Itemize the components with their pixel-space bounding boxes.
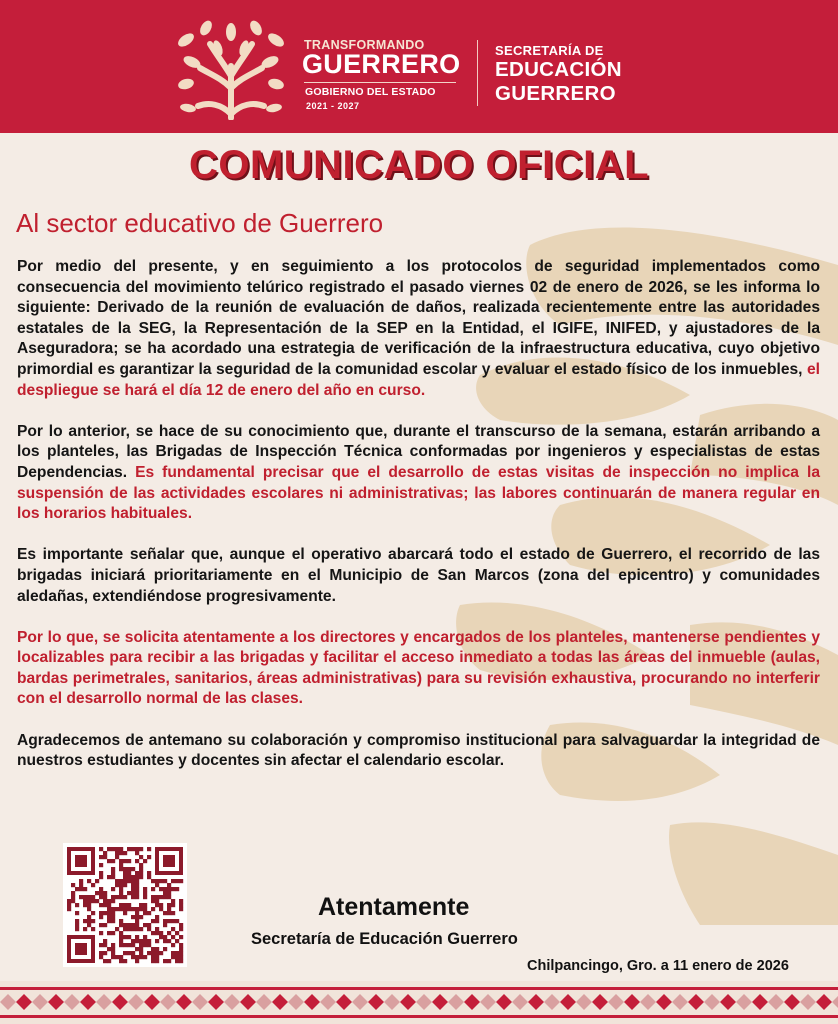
qr-code-graphic [63, 843, 187, 967]
header-divider [477, 40, 478, 106]
tree-of-life-emblem-icon [176, 18, 286, 120]
paragraph-1-text: Por medio del presente, y en seguimiento a los protocolos de seguridad implementados como consecuencia del movimiento telúrico registrado el pasado viernes 02 de enero de 2026, se les informa lo siguiente: Derivado de la reunión de evaluación de daños, realizada recientemente entre las autoridades estatales de la SEG, la Representación de la SEP en la Entidad, el IGIFE, INIFED, y ajustadores de la Aseguradora; se ha acordado una estrategia de verificación de la infraestructura educativa, cuyo objetivo primordial es garantizar la seguridad de la comunidad escolar y evaluar el estado físico de los inmuebles, [17, 258, 820, 378]
document-subtitle: Al sector educativo de Guerrero [16, 208, 384, 238]
paragraph-4-highlight: Por lo que, se solicita atentamente a los directores y encargados de los planteles, mantenerse pendientes y localizables para recibir a las brigadas y facilitar el acceso inmediato a todas las áreas del inmueble (aulas, bardas perimetrales, sanitarios, áreas administrativas) para su revisión exhaustiva, procurando no interferir con el desarrollo normal de las clases. [17, 628, 820, 708]
brand-tagline: TRANSFORMANDO [304, 38, 425, 52]
decorative-bottom-border [0, 981, 838, 1024]
paragraph-3 [17, 545, 820, 607]
paragraph-1 [17, 257, 820, 401]
brand-underline [304, 82, 456, 83]
paragraph-5-text: Agradecemos de antemano su colaboración y compromiso institucional para salvaguardar la integridad de nuestros estudiantes y docentes sin afectar el calendario escolar. [17, 731, 820, 770]
qr-code-icon[interactable] [63, 843, 187, 967]
paragraph-5 [17, 731, 820, 772]
secretaria-label: SECRETARÍA DE [495, 43, 604, 58]
communique-body [17, 257, 820, 792]
document-title: COMUNICADO OFICIAL [188, 143, 650, 187]
paragraph-2-text: Por lo anterior, se hace de su conocimiento que, durante el transcurso de la semana, estarán arribando a los planteles, las Brigadas de Inspección Técnica conformadas por ingenieros y especialistas de estas Dependencias. [17, 422, 820, 481]
brand-years: 2021 - 2027 [306, 101, 360, 111]
signatory: Secretaría de Educación Guerrero [251, 930, 518, 948]
header-banner [0, 0, 838, 133]
secretaria-name-line1: EDUCACIÓN [495, 58, 622, 81]
paragraph-3-text: Es importante señalar que, aunque el operativo abarcará todo el estado de Guerrero, el recorrido de las brigadas iniciará prioritariamente en el Municipio de San Marcos (zona del epicentro) y comunidades aledañas, extendiéndose progresivamente. [17, 546, 820, 605]
brand-name: GUERRERO [302, 49, 461, 79]
paragraph-1-highlight: el despliegue se hará el día 12 de enero del año en curso. [17, 360, 820, 399]
paragraph-2-highlight: Es fundamental precisar que el desarrollo de estas visitas de inspección no implica la suspensión de las actividades escolares ni administrativas; las labores continuarán de manera regular en los horarios habituales. [17, 463, 820, 523]
brand-government: GOBIERNO DEL ESTADO [305, 86, 436, 98]
closing-salutation: Atentamente [318, 893, 470, 921]
place-and-date: Chilpancingo, Gro. a 11 enero de 2026 [527, 958, 789, 974]
secretaria-name-line2: GUERRERO [495, 82, 616, 105]
paragraph-4 [17, 628, 820, 710]
paragraph-2 [17, 422, 820, 525]
